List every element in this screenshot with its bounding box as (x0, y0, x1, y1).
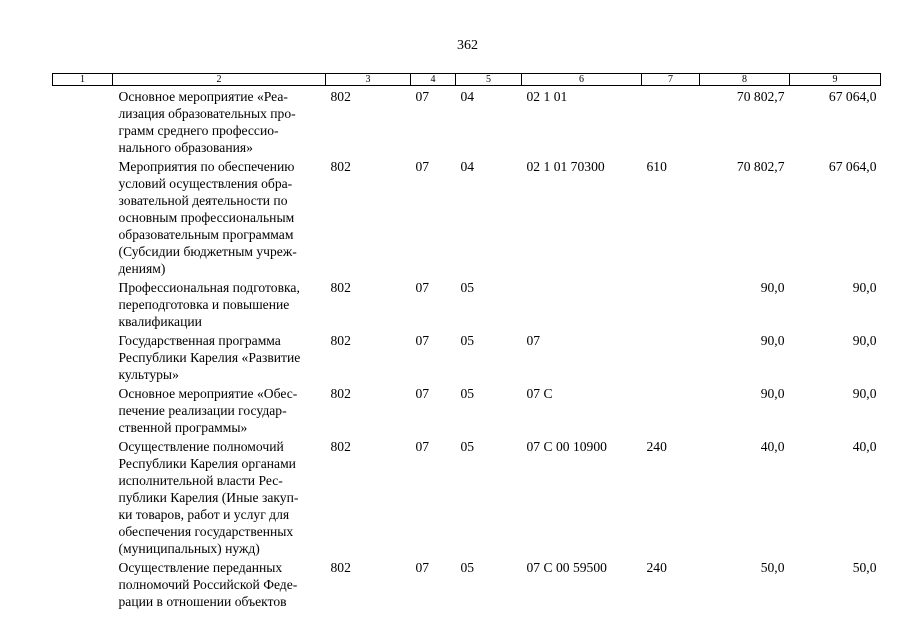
row-section-code: 07 (415, 333, 430, 348)
row-grbs-code: 802 (330, 280, 351, 295)
row-name-line: Республики Карелия органами (118, 456, 296, 471)
row-subsection-code: 05 (460, 439, 475, 454)
row-target-article-code: 07 С 00 10900 (526, 439, 607, 454)
row-name-line: условий осуществления обра- (118, 176, 293, 191)
empty-cell (53, 557, 113, 610)
row-section-code: 07 (415, 280, 430, 295)
table-row (53, 156, 881, 277)
row-grbs-code: 802 (330, 89, 351, 104)
row-name (113, 86, 326, 157)
row-amount-year-2: 67 064,0 (828, 159, 877, 174)
empty-cell (53, 330, 113, 383)
column-number-header: 4 (411, 74, 456, 86)
row-name-line: Осуществление полномочий (118, 439, 284, 454)
row-grbs-code: 802 (330, 159, 351, 174)
row-amount-year-1: 90,0 (760, 386, 785, 401)
row-subsection-code: 05 (460, 333, 475, 348)
row-name-line: зовательной деятельности по (118, 193, 288, 208)
row-amount-year-1: 70 802,7 (736, 89, 785, 104)
row-amount-year-2: 90,0 (852, 333, 877, 348)
row-name-line: ственной программы» (118, 420, 248, 435)
row-expense-type-code: 240 (646, 439, 667, 454)
row-amount-year-1: 90,0 (760, 333, 785, 348)
row-amount-year-1: 50,0 (760, 560, 785, 575)
row-name-line: исполнительной власти Рес- (118, 473, 283, 488)
row-target-article-code: 07 С 00 59500 (526, 560, 607, 575)
row-target-article-code: 07 С (526, 386, 553, 401)
column-number-header: 1 (53, 74, 113, 86)
row-name-line: основным профессиональным (118, 210, 295, 225)
row-name-line: обеспечения государственных (118, 524, 294, 539)
column-number-header: 2 (113, 74, 326, 86)
row-name-line: дениям) (118, 261, 166, 276)
row-amount-year-1: 70 802,7 (736, 159, 785, 174)
column-number-header: 9 (790, 74, 881, 86)
row-target-article-code: 07 (526, 333, 541, 348)
row-expense-type-code (642, 383, 700, 436)
empty-cell (53, 156, 113, 277)
row-subsection-code: 04 (460, 89, 475, 104)
row-name-line: переподготовка и повышение (118, 297, 290, 312)
row-name-line: Основное мероприятие «Реа- (118, 89, 288, 104)
row-grbs-code: 802 (330, 560, 351, 575)
row-name (113, 277, 326, 330)
row-amount-year-2: 90,0 (852, 386, 877, 401)
column-number-header: 3 (326, 74, 411, 86)
row-name (113, 156, 326, 277)
row-name-line: (муниципальных) нужд) (118, 541, 260, 556)
row-name (113, 330, 326, 383)
table-row (53, 557, 881, 610)
row-name-line: Основное мероприятие «Обес- (118, 386, 298, 401)
budget-table (52, 73, 881, 610)
page-number: 362 (457, 38, 478, 53)
row-grbs-code: 802 (330, 439, 351, 454)
row-grbs-code: 802 (330, 386, 351, 401)
table-row (53, 86, 881, 157)
row-name-line: Осуществление переданных (118, 560, 283, 575)
row-name-line: Государственная программа (118, 333, 281, 348)
row-section-code: 07 (415, 89, 430, 104)
column-number-header: 7 (642, 74, 700, 86)
row-subsection-code: 05 (460, 386, 475, 401)
table-row (53, 383, 881, 436)
row-amount-year-2: 50,0 (852, 560, 877, 575)
row-expense-type-code (642, 330, 700, 383)
row-name-line: Профессиональная подготовка, (118, 280, 300, 295)
row-subsection-code: 04 (460, 159, 475, 174)
row-name-line: образовательным программам (118, 227, 294, 242)
empty-cell (53, 86, 113, 157)
row-expense-type-code (642, 277, 700, 330)
column-number-header: 5 (456, 74, 522, 86)
row-expense-type-code (642, 86, 700, 157)
row-name-line: Республики Карелия «Развитие (118, 350, 301, 365)
column-number-header: 8 (700, 74, 790, 86)
row-name-line: нального образования» (118, 140, 253, 155)
row-name-line: полномочий Российской Феде- (118, 577, 298, 592)
row-section-code: 07 (415, 159, 430, 174)
empty-cell (53, 436, 113, 557)
row-name (113, 436, 326, 557)
row-name-line: лизация образовательных про- (118, 106, 296, 121)
row-target-article-code: 02 1 01 70300 (526, 159, 605, 174)
row-subsection-code: 05 (460, 560, 475, 575)
row-section-code: 07 (415, 560, 430, 575)
row-expense-type-code: 610 (646, 159, 667, 174)
row-section-code: 07 (415, 386, 430, 401)
empty-cell (53, 383, 113, 436)
row-amount-year-1: 90,0 (760, 280, 785, 295)
table-row (53, 436, 881, 557)
row-grbs-code: 802 (330, 333, 351, 348)
row-name-line: Мероприятия по обеспечению (118, 159, 295, 174)
row-section-code: 07 (415, 439, 430, 454)
row-name-line: культуры» (118, 367, 179, 382)
row-target-article-code (522, 277, 642, 330)
row-name (113, 383, 326, 436)
table-body (53, 86, 881, 611)
row-name-line: публики Карелия (Иные закуп- (118, 490, 299, 505)
row-amount-year-2: 67 064,0 (828, 89, 877, 104)
row-expense-type-code: 240 (646, 560, 667, 575)
row-name-line: квалификации (118, 314, 202, 329)
row-name-line: рации в отношении объектов (118, 594, 287, 609)
row-name-line: грамм среднего профессио- (118, 123, 279, 138)
row-amount-year-2: 90,0 (852, 280, 877, 295)
row-amount-year-1: 40,0 (760, 439, 785, 454)
row-name-line: печение реализации государ- (118, 403, 287, 418)
row-subsection-code: 05 (460, 280, 475, 295)
column-number-header: 6 (522, 74, 642, 86)
row-name (113, 557, 326, 610)
row-target-article-code: 02 1 01 (526, 89, 568, 104)
column-number-row (53, 74, 881, 86)
table-row (53, 277, 881, 330)
row-name-line: (Субсидии бюджетным учреж- (118, 244, 297, 259)
row-name-line: ки товаров, работ и услуг для (118, 507, 290, 522)
table-row (53, 330, 881, 383)
empty-cell (53, 277, 113, 330)
row-amount-year-2: 40,0 (852, 439, 877, 454)
